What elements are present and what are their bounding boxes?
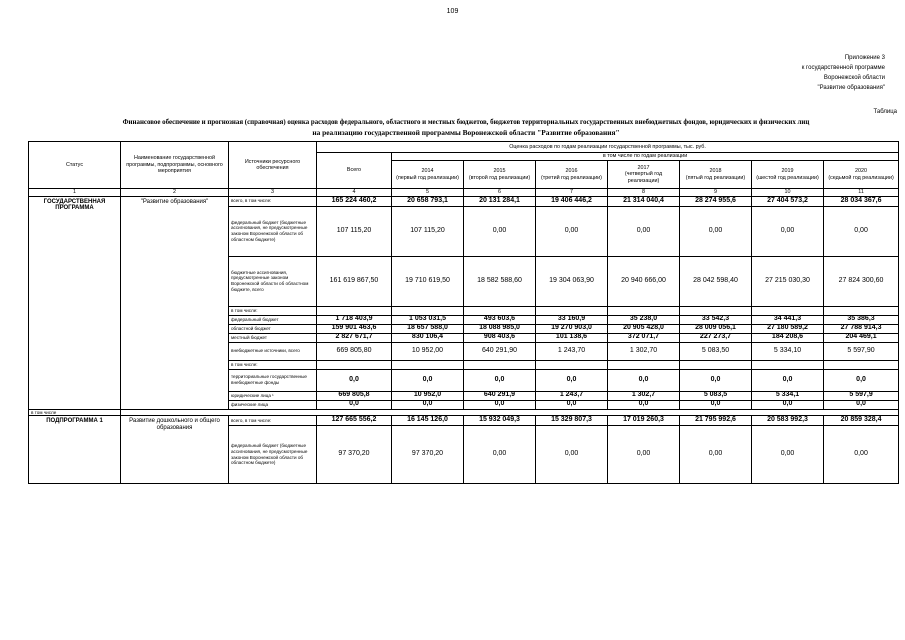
separator-fill (121, 409, 899, 416)
value-year-cell: 10 952,0 (392, 391, 464, 400)
year-label: 2017 (637, 164, 650, 171)
value-year-cell: 20 905 428,0 (608, 324, 680, 333)
in-that-number-label: в том числе (29, 409, 121, 416)
appendix-note (802, 53, 885, 93)
source-label: в том числе: (229, 306, 317, 315)
year-label: 2015 (493, 168, 506, 174)
value-year-cell: 227 273,7 (680, 333, 752, 342)
value-year-cell: 21 795 992,6 (680, 416, 752, 426)
source-label: бюджетные ассигнования, предусмотренные законом Воронежской области об областном бюджете, всего (229, 256, 317, 306)
value-total-cell (317, 306, 392, 315)
source-label: всего, в том числе: (229, 196, 317, 206)
source-label: областной бюджет (229, 324, 317, 333)
value-year-cell: 0,00 (536, 206, 608, 256)
value-year-cell (464, 360, 536, 369)
header-year-2019 (752, 161, 824, 189)
value-year-cell: 18 657 588,0 (392, 324, 464, 333)
column-number: 3 (229, 189, 317, 197)
title-line-1: Финансовое обеспечение и прогнозная (справочная) оценка расходов федерального, областного и местных бюджетов, бюджетов территориальных государственных внебюджетных фондов, юридических и физических лиц (122, 119, 810, 126)
header-year-2016 (536, 161, 608, 189)
value-year-cell: 0,0 (464, 369, 536, 391)
value-year-cell: 27 824 300,60 (824, 256, 899, 306)
value-year-cell: 20 583 992,3 (752, 416, 824, 426)
value-year-cell: 0,00 (680, 206, 752, 256)
column-number: 9 (680, 189, 752, 197)
value-year-cell: 0,00 (680, 426, 752, 484)
value-total-cell: 165 224 460,2 (317, 196, 392, 206)
value-year-cell: 493 603,6 (464, 315, 536, 324)
value-year-cell: 20 658 793,1 (392, 196, 464, 206)
column-number: 11 (824, 189, 899, 197)
source-label: территориальные государственные внебюджетные фонды (229, 369, 317, 391)
value-year-cell: 640 291,90 (464, 342, 536, 360)
column-number: 5 (392, 189, 464, 197)
finance-table (28, 141, 899, 484)
appendix-line: Приложение 3 (844, 55, 885, 61)
value-year-cell: 20 131 284,1 (464, 196, 536, 206)
year-sub-label: (первый год реализации) (396, 174, 459, 181)
value-year-cell: 372 071,7 (608, 333, 680, 342)
value-year-cell (824, 306, 899, 315)
value-year-cell: 0,00 (464, 426, 536, 484)
program-name: "Развитие образования" (121, 196, 229, 409)
year-sub-label: (третий год реализации) (541, 174, 602, 181)
column-number: 1 (29, 189, 121, 197)
value-year-cell: 0,00 (464, 206, 536, 256)
value-year-cell: 0,00 (824, 426, 899, 484)
header-year-2017 (608, 161, 680, 189)
value-year-cell: 27 404 573,2 (752, 196, 824, 206)
value-year-cell: 18 582 588,60 (464, 256, 536, 306)
appendix-line: Воронежской области (823, 75, 885, 81)
value-year-cell: 0,0 (536, 369, 608, 391)
source-label: всего, в том числе: (229, 416, 317, 426)
table-label: Таблица (873, 109, 897, 115)
value-year-cell: 204 469,1 (824, 333, 899, 342)
source-label: в том числе: (229, 360, 317, 369)
value-year-cell: 19 406 446,2 (536, 196, 608, 206)
year-label: 2019 (781, 168, 794, 174)
value-year-cell: 0,0 (392, 369, 464, 391)
value-year-cell: 33 542,3 (680, 315, 752, 324)
value-year-cell: 640 291,9 (464, 391, 536, 400)
value-total-cell: 669 805,80 (317, 342, 392, 360)
subprogram-name: Развитие дошкольного и общего образования (121, 416, 229, 484)
value-year-cell: 19 270 903,0 (536, 324, 608, 333)
header-total: Всего (317, 153, 392, 189)
value-year-cell: 21 314 040,4 (608, 196, 680, 206)
value-year-cell: 27 215 030,30 (752, 256, 824, 306)
header-name: Наименование государственной программы, подпрограммы, основного мероприятия (121, 142, 229, 189)
value-total-cell: 97 370,20 (317, 426, 392, 484)
value-year-cell: 101 138,6 (536, 333, 608, 342)
appendix-line: к государственной программе (801, 65, 885, 71)
value-year-cell: 0,0 (608, 400, 680, 409)
value-year-cell (752, 306, 824, 315)
value-year-cell (680, 306, 752, 315)
value-year-cell: 27 180 589,2 (752, 324, 824, 333)
value-total-cell: 2 827 671,7 (317, 333, 392, 342)
year-label: 2014 (421, 168, 434, 174)
column-number: 7 (536, 189, 608, 197)
value-year-cell (608, 360, 680, 369)
title-line-2: на реализацию государственной программы Воронежской области "Развитие образования" (312, 128, 620, 137)
value-year-cell: 33 160,9 (536, 315, 608, 324)
document-title (28, 118, 904, 138)
source-label: физические лица (229, 400, 317, 409)
value-year-cell: 0,0 (536, 400, 608, 409)
column-number: 8 (608, 189, 680, 197)
year-label: 2016 (565, 168, 578, 174)
header-status: Статус (29, 142, 121, 189)
value-year-cell (536, 306, 608, 315)
year-sub-label: (шестой год реализации) (756, 174, 819, 181)
value-year-cell: 1 302,7 (608, 391, 680, 400)
column-number: 6 (464, 189, 536, 197)
header-estimate: Оценка расходов по годам реализации государственной программы, тыс. руб. (317, 142, 899, 153)
value-year-cell: 830 106,4 (392, 333, 464, 342)
value-year-cell: 0,00 (536, 426, 608, 484)
header-year-2018 (680, 161, 752, 189)
year-label: 2020 (855, 168, 868, 174)
header-sources: Источники ресурсного обеспечения (229, 142, 317, 189)
source-label: федеральный бюджет (229, 315, 317, 324)
year-sub-label: (седьмой год реализации) (828, 174, 894, 181)
value-year-cell: 0,0 (680, 369, 752, 391)
year-sub-label: (пятый год реализации) (685, 174, 746, 181)
value-year-cell: 0,0 (464, 400, 536, 409)
value-year-cell: 35 238,0 (608, 315, 680, 324)
header-year-2015 (464, 161, 536, 189)
value-total-cell: 669 805,8 (317, 391, 392, 400)
value-year-cell: 0,0 (824, 400, 899, 409)
page-number: 109 (446, 8, 459, 15)
value-year-cell: 16 145 126,0 (392, 416, 464, 426)
value-year-cell: 107 115,20 (392, 206, 464, 256)
value-total-cell (317, 360, 392, 369)
value-year-cell: 0,0 (680, 400, 752, 409)
value-year-cell (392, 360, 464, 369)
value-year-cell: 18 088 985,0 (464, 324, 536, 333)
value-total-cell: 107 115,20 (317, 206, 392, 256)
value-year-cell: 28 274 955,6 (680, 196, 752, 206)
value-year-cell: 20 940 666,00 (608, 256, 680, 306)
value-year-cell: 0,00 (752, 206, 824, 256)
value-year-cell (680, 360, 752, 369)
value-year-cell: 0,00 (608, 206, 680, 256)
value-total-cell: 0,0 (317, 369, 392, 391)
value-year-cell: 28 034 367,6 (824, 196, 899, 206)
subprogram-status: ПОДПРОГРАММА 1 (29, 416, 121, 484)
value-year-cell: 5 334,10 (752, 342, 824, 360)
value-year-cell: 184 208,6 (752, 333, 824, 342)
value-year-cell (752, 360, 824, 369)
value-year-cell: 15 932 049,3 (464, 416, 536, 426)
source-label: местный бюджет (229, 333, 317, 342)
table-row (29, 196, 899, 206)
header-year-2014 (392, 161, 464, 189)
value-total-cell: 127 665 556,2 (317, 416, 392, 426)
source-label: юридические лица ¹ (229, 391, 317, 400)
value-year-cell: 17 019 260,3 (608, 416, 680, 426)
value-year-cell: 1 243,7 (536, 391, 608, 400)
value-year-cell: 19 304 063,90 (536, 256, 608, 306)
value-year-cell: 0,0 (608, 369, 680, 391)
value-year-cell: 28 042 598,40 (680, 256, 752, 306)
value-year-cell: 28 009 056,1 (680, 324, 752, 333)
value-year-cell: 0,0 (752, 400, 824, 409)
value-year-cell: 27 788 914,3 (824, 324, 899, 333)
value-year-cell (608, 306, 680, 315)
value-total-cell: 159 901 463,6 (317, 324, 392, 333)
value-total-cell: 1 718 403,9 (317, 315, 392, 324)
value-year-cell: 908 403,6 (464, 333, 536, 342)
header-including: в том числе по годам реализации (392, 153, 899, 161)
year-sub-label: (четвертый год реализации) (624, 171, 663, 184)
value-year-cell: 5 597,9 (824, 391, 899, 400)
value-year-cell: 15 329 807,3 (536, 416, 608, 426)
value-year-cell: 5 083,50 (680, 342, 752, 360)
column-number: 2 (121, 189, 229, 197)
value-year-cell: 0,00 (752, 426, 824, 484)
value-year-cell: 5 334,1 (752, 391, 824, 400)
value-year-cell: 35 386,3 (824, 315, 899, 324)
value-year-cell (536, 360, 608, 369)
source-label: федеральный бюджет (бюджетные ассигнования, не предусмотренные законом Воронежской области об областном бюджете) (229, 206, 317, 256)
column-number: 4 (317, 189, 392, 197)
program-status: ГОСУДАРСТВЕННАЯ ПРОГРАММА (29, 196, 121, 409)
value-year-cell: 20 859 328,4 (824, 416, 899, 426)
value-year-cell (392, 306, 464, 315)
value-year-cell: 0,00 (824, 206, 899, 256)
value-year-cell: 1 053 031,5 (392, 315, 464, 324)
value-year-cell: 19 710 619,50 (392, 256, 464, 306)
header-year-2020 (824, 161, 899, 189)
value-year-cell (464, 306, 536, 315)
source-label: федеральный бюджет (бюджетные ассигнования, не предусмотренные законом Воронежской области об областном бюджете) (229, 426, 317, 484)
year-sub-label: (второй год реализации) (468, 174, 531, 181)
table-row (29, 416, 899, 426)
value-year-cell: 1 302,70 (608, 342, 680, 360)
value-total-cell: 161 619 867,50 (317, 256, 392, 306)
value-year-cell: 5 597,90 (824, 342, 899, 360)
value-year-cell: 1 243,70 (536, 342, 608, 360)
year-label: 2018 (709, 168, 722, 174)
value-year-cell: 10 952,00 (392, 342, 464, 360)
value-year-cell: 97 370,20 (392, 426, 464, 484)
appendix-line: "Развитие образования" (817, 85, 885, 91)
column-number: 10 (752, 189, 824, 197)
value-year-cell (824, 360, 899, 369)
value-year-cell: 0,0 (752, 369, 824, 391)
value-year-cell: 0,0 (392, 400, 464, 409)
value-year-cell: 5 083,5 (680, 391, 752, 400)
value-year-cell: 0,00 (608, 426, 680, 484)
value-year-cell: 34 441,3 (752, 315, 824, 324)
in-that-number-row (29, 409, 899, 416)
value-total-cell: 0,0 (317, 400, 392, 409)
source-label: внебюджетные источники, всего (229, 342, 317, 360)
value-year-cell: 0,0 (824, 369, 899, 391)
